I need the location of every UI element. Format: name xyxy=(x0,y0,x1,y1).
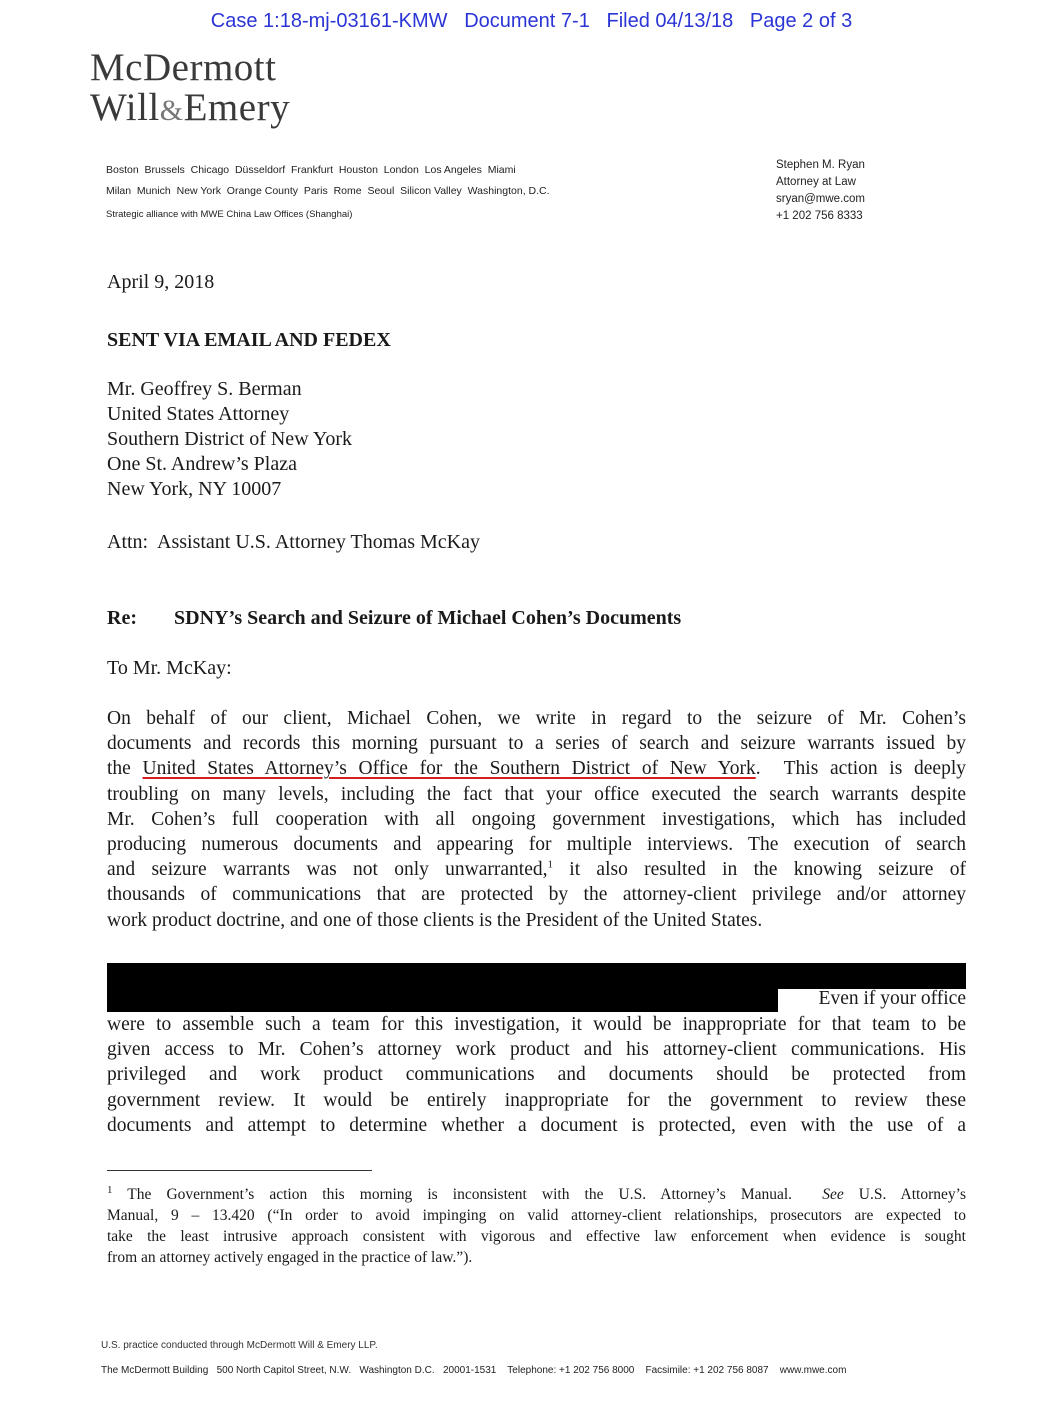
footnote-line: take the least intrusive approach consistent with vigorous and effective law enforcement when evidence is sought xyxy=(107,1228,966,1245)
paragraph-line: Even if your office xyxy=(818,988,966,1009)
salutation: To Mr. McKay: xyxy=(107,657,232,679)
footnote-reference[interactable]: 1 xyxy=(547,858,553,871)
text-run: U.S. Attorney’s xyxy=(843,1186,966,1203)
paragraph-line: given access to Mr. Cohen’s attorney work product and his attorney-client communications. His xyxy=(107,1039,966,1061)
sender-phone: +1 202 756 8333 xyxy=(776,210,863,222)
footnote-line: from an attorney actively engaged in the practice of law.”). xyxy=(107,1249,473,1266)
paragraph-line: privileged and work product communications and documents should be protected from xyxy=(107,1064,966,1086)
logo-ampersand: & xyxy=(159,94,184,127)
address-line: United States Attorney xyxy=(107,403,290,425)
text-run: See xyxy=(822,1186,844,1203)
paragraph-line xyxy=(107,756,966,781)
recipient-address xyxy=(107,377,352,502)
footer-practice-note: U.S. practice conducted through McDermott Will & Emery LLP. xyxy=(101,1340,378,1351)
footer-address: The McDermott Building 500 North Capitol Street, N.W. Washington D.C. 20001-1531 Telephone: +1 202 756 8000 Facsimile: +1 202 756 8087 www.mwe.com xyxy=(101,1365,847,1376)
logo-line-1: McDermott xyxy=(90,46,277,89)
office-list xyxy=(106,160,550,225)
paragraph-line: documents and records this morning pursuant to a series of search and seizure warrants issued by xyxy=(107,733,966,755)
footnote-line xyxy=(107,1184,966,1205)
paragraph-line: were to assemble such a team for this investigation, it would be inappropriate for that team to be xyxy=(107,1014,966,1035)
office-line-1: Boston Brussels Chicago Düsseldorf Frankfurt Houston London Los Angeles Miami xyxy=(106,164,516,176)
logo-line-2 xyxy=(90,88,290,131)
office-line-2: Milan Munich New York Orange County Paris Rome Seoul Silicon Valley Washington, D.C. xyxy=(106,185,550,197)
logo-word-will: Will xyxy=(90,86,160,129)
address-line: Southern District of New York xyxy=(107,428,352,450)
paragraph-line: government review. It would be entirely inappropriate for the government to review these xyxy=(107,1089,966,1111)
footnote-1 xyxy=(107,1184,966,1268)
address-line: One St. Andrew’s Plaza xyxy=(107,453,297,475)
logo-word-emery: Emery xyxy=(183,86,291,129)
underlined-office-name: United States Attorney’s Office for the Southern District of New York xyxy=(142,758,756,780)
text-run: it also resulted in the knowing seizure of xyxy=(553,859,966,881)
re-subject: SDNY’s Search and Seizure of Michael Cohen’s Documents xyxy=(174,607,682,629)
paragraph-line xyxy=(107,857,966,882)
address-line: New York, NY 10007 xyxy=(107,478,282,500)
paragraph-line: thousands of communications that are protected by the attorney-client privilege and/or attorney xyxy=(107,884,966,906)
attention-line: Attn: Assistant U.S. Attorney Thomas McKay xyxy=(107,531,480,553)
text-run: The Government’s action this morning is inconsistent with the U.S. Attorney’s Manual. xyxy=(112,1186,823,1203)
ecf-header-stamp: Case 1:18-mj-03161-KMW Document 7-1 Filed 04/13/18 Page 2 of 3 xyxy=(210,10,853,32)
delivery-method: SENT VIA EMAIL AND FEDEX xyxy=(107,329,391,351)
sender-block xyxy=(776,157,865,225)
address-line: Mr. Geoffrey S. Berman xyxy=(107,378,302,400)
paragraph-2 xyxy=(107,1012,966,1138)
paragraph-1 xyxy=(107,706,966,933)
paragraph-line: documents and attempt to determine whether a document is protected, even with the use of a xyxy=(107,1114,966,1136)
footnote-divider xyxy=(107,1170,372,1171)
footnote-line: Manual, 9 – 13.420 (“In order to avoid impinging on valid attorney-client relationships, prosecutors are expected to xyxy=(107,1207,966,1224)
text-run: . This action is deeply xyxy=(755,758,966,780)
re-label: Re: xyxy=(107,607,137,629)
paragraph-line: On behalf of our client, Michael Cohen, we write in regard to the seizure of Mr. Cohen’s xyxy=(107,708,966,729)
text-run: and seizure warrants was not only unwarranted, xyxy=(107,859,548,881)
alliance-note: Strategic alliance with MWE China Law Offices (Shanghai) xyxy=(106,209,353,220)
firm-logo xyxy=(90,48,290,131)
letter-date: April 9, 2018 xyxy=(107,271,215,293)
paragraph-line: troubling on many levels, including the fact that your office executed the search warrants despite xyxy=(107,783,966,805)
sender-title: Attorney at Law xyxy=(776,176,856,188)
paragraph-line: work product doctrine, and one of those clients is the President of the United States. xyxy=(107,909,763,931)
sender-name: Stephen M. Ryan xyxy=(776,159,865,171)
sender-email[interactable]: sryan@mwe.com xyxy=(776,193,865,205)
redaction-bar xyxy=(107,989,778,1012)
text-run: the xyxy=(107,758,143,780)
paragraph-line: Mr. Cohen’s full cooperation with all ongoing government investigations, which has included xyxy=(107,808,966,830)
paragraph-line: producing numerous documents and appearing for multiple interviews. The execution of search xyxy=(107,834,966,856)
footnote-number: 1 xyxy=(107,1183,113,1196)
